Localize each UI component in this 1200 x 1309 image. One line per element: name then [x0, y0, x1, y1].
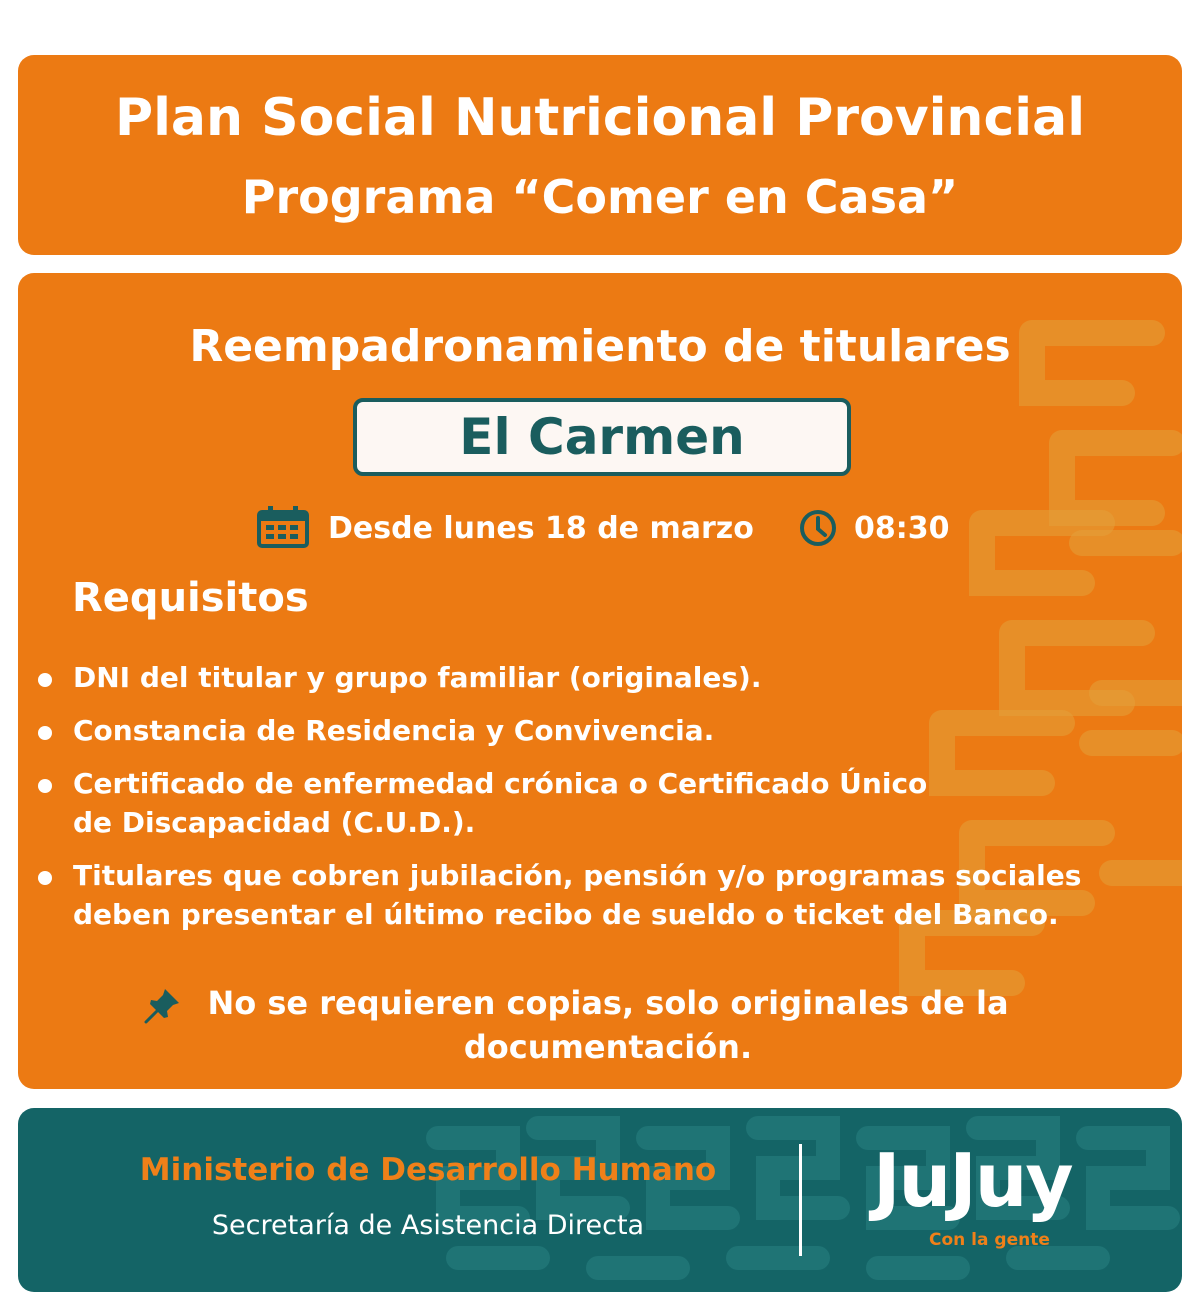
pushpin-icon [143, 985, 183, 1025]
date-info [256, 503, 754, 553]
header-banner [18, 55, 1182, 255]
note-text: No se requieren copias, solo originales de la documentación. [207, 984, 1009, 1066]
time-text: 08:30 [854, 510, 950, 546]
ministry-name: Ministerio de Desarrollo Humano [139, 1152, 717, 1188]
main-panel [18, 273, 1182, 1089]
date-text: Desde lunes 18 de marzo [328, 510, 754, 546]
list-item: DNI del titular y grupo familiar (originales). [38, 658, 1148, 697]
secretariat-name: Secretaría de Asistencia Directa [211, 1210, 645, 1241]
jujuy-logo [873, 1138, 1148, 1261]
bullet-icon [38, 673, 52, 687]
section-title: Reempadronamiento de titulares [189, 321, 1011, 372]
bullet-icon [38, 779, 52, 793]
clock-icon [798, 508, 838, 548]
time-info [798, 503, 950, 553]
program-title: Plan Social Nutricional Provincial [114, 88, 1086, 148]
list-item: Titulares que cobren jubilación, pensión y/o programas sociales deben presentar el último recibo de sueldo o ticket del Banco. [38, 856, 1148, 934]
location-badge: El Carmen [353, 398, 851, 476]
bullet-icon [38, 871, 52, 885]
divider [799, 1144, 802, 1256]
program-subtitle: Programa “Comer en Casa” [241, 170, 959, 224]
logo-wordmark: JuJuy [873, 1138, 1072, 1224]
note [143, 981, 1073, 1069]
requirements-list [38, 658, 1148, 948]
list-item: Constancia de Residencia y Convivencia. [38, 711, 1148, 750]
footer-banner [18, 1108, 1182, 1292]
requirements-heading: Requisitos [72, 575, 309, 621]
bullet-icon [38, 726, 52, 740]
logo-tagline: Con la gente [929, 1230, 1050, 1250]
calendar-icon [256, 506, 312, 550]
list-item: Certificado de enfermedad crónica o Certificado Único de Discapacidad (C.U.D.). [38, 764, 973, 842]
